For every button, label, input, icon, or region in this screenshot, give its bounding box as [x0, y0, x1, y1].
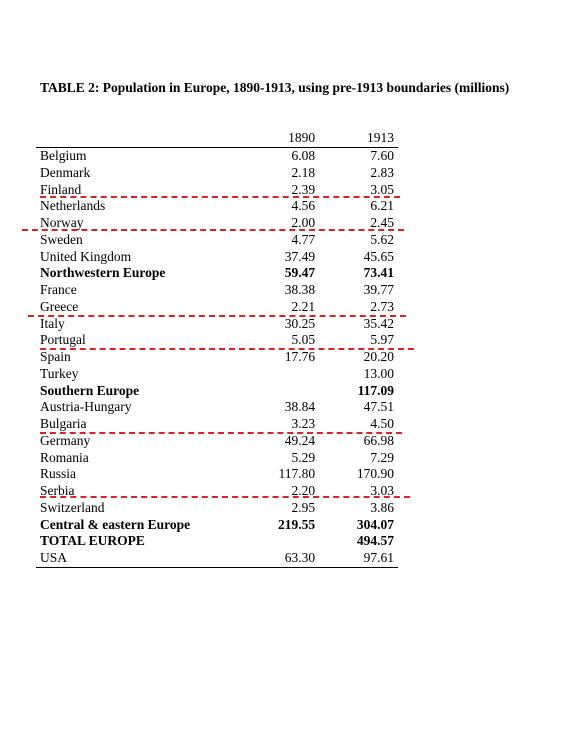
row-label: Germany [40, 432, 91, 448]
row-value-1913: 39.77 [363, 282, 394, 298]
row-label: Finland [40, 181, 82, 197]
row-label: Greece [40, 298, 79, 314]
table-row [36, 265, 398, 282]
row-value-1913: 2.73 [370, 298, 394, 314]
row-label: TOTAL EUROPE [40, 533, 145, 549]
table-body [36, 147, 398, 567]
table-row [36, 449, 398, 466]
dashed-line-after-serbia [40, 496, 410, 498]
row-label: Switzerland [40, 499, 105, 515]
header-label [36, 130, 235, 147]
row-value-1890: 219.55 [278, 516, 316, 532]
row-value-1913: 6.21 [370, 198, 394, 214]
row-value-1890: 38.84 [284, 399, 316, 415]
row-value-1890: 2.00 [291, 215, 316, 231]
table-row [36, 416, 398, 433]
table-row [36, 282, 398, 299]
dashed-line-after-greece [28, 315, 406, 317]
row-label: Portugal [40, 332, 86, 348]
row-label: Italy [40, 315, 65, 331]
row-label: Serbia [40, 483, 75, 499]
row-value-1890: 4.56 [291, 198, 316, 214]
dashed-line-after-finland [40, 196, 400, 198]
row-label: Bulgaria [40, 416, 87, 432]
row-label: Sweden [40, 231, 83, 247]
row-value-1913: 7.60 [370, 148, 394, 164]
row-value-1890: 30.25 [284, 315, 316, 331]
row-label: Norway [40, 215, 84, 231]
row-label: Southern Europe [40, 382, 140, 398]
row-label: Russia [40, 466, 77, 482]
table-row [36, 232, 398, 249]
table-row [36, 248, 398, 265]
row-value-1913: 3.03 [370, 483, 394, 499]
row-value-1913: 45.65 [363, 248, 394, 264]
row-value-1913: 7.29 [370, 449, 394, 465]
row-value-1913: 5.62 [370, 231, 394, 247]
row-value-1890: 4.77 [291, 231, 316, 247]
table-row [36, 315, 398, 332]
row-value-1913: 3.86 [370, 499, 394, 515]
table-row [36, 147, 398, 164]
table-row [36, 299, 398, 316]
row-value-1890 [235, 533, 322, 550]
table-caption: TABLE 2: Population in Europe, 1890-1913, using pre-1913 boundaries (millions) [40, 80, 510, 95]
row-value-1890: 49.24 [284, 432, 316, 448]
row-value-1890: 2.39 [291, 181, 316, 197]
row-value-1890: 5.05 [291, 332, 316, 348]
row-label: Central & eastern Europe [40, 516, 191, 532]
row-value-1913: 304.07 [356, 516, 394, 532]
row-value-1890: 2.18 [291, 164, 316, 180]
row-value-1890: 2.21 [291, 298, 316, 314]
table-row [36, 433, 398, 450]
row-value-1890: 6.08 [291, 148, 316, 164]
row-value-1913: 47.51 [363, 399, 394, 415]
table-row [36, 533, 398, 550]
row-label: Belgium [40, 148, 87, 164]
row-label: Netherlands [40, 198, 106, 214]
row-label: Denmark [40, 164, 91, 180]
row-value-1890: 38.38 [284, 282, 316, 298]
row-label: Turkey [40, 365, 79, 381]
row-value-1913: 20.20 [363, 349, 394, 365]
table-header-row [36, 130, 398, 147]
row-value-1890: 17.76 [284, 349, 316, 365]
table-row [36, 349, 398, 366]
table-row [36, 198, 398, 215]
table-row [36, 399, 398, 416]
row-value-1913: 35.42 [363, 315, 394, 331]
row-value-1913: 66.98 [363, 432, 394, 448]
table-row [36, 516, 398, 533]
row-value-1890: 2.95 [291, 499, 316, 515]
row-value-1913: 5.97 [370, 332, 394, 348]
table-row [36, 466, 398, 483]
row-value-1890 [235, 366, 322, 383]
row-value-1890: 63.30 [235, 550, 322, 567]
header-1913: 1913 [321, 130, 398, 147]
row-value-1890: 5.29 [291, 449, 316, 465]
row-label: Austria-Hungary [40, 399, 132, 415]
dashed-line-after-portugal [40, 348, 414, 350]
row-value-1913: 13.00 [363, 365, 394, 381]
row-value-1890 [235, 382, 322, 399]
row-value-1913: 117.09 [357, 382, 394, 398]
row-label: France [40, 282, 77, 298]
row-value-1913: 4.50 [370, 416, 394, 432]
dashed-line-after-bulgaria [40, 432, 402, 434]
row-label: United Kingdom [40, 248, 132, 264]
row-value-1913: 97.61 [321, 550, 398, 567]
row-value-1890: 2.20 [291, 483, 316, 499]
row-label: Spain [40, 349, 71, 365]
row-label: Romania [40, 449, 89, 465]
row-value-1913: 2.83 [370, 164, 394, 180]
row-label: USA [36, 550, 235, 567]
row-value-1913: 170.90 [356, 466, 394, 482]
table-row [36, 366, 398, 383]
table-row [36, 550, 398, 567]
row-value-1913: 3.05 [370, 181, 394, 197]
table-row [36, 165, 398, 182]
row-value-1913: 494.57 [356, 533, 394, 549]
table-row [36, 332, 398, 349]
row-value-1913: 2.45 [370, 215, 394, 231]
row-value-1890: 59.47 [284, 265, 316, 281]
dashed-line-after-norway [22, 229, 404, 231]
row-value-1890: 117.80 [278, 466, 316, 482]
row-value-1890: 37.49 [284, 248, 316, 264]
row-value-1913: 73.41 [363, 265, 394, 281]
row-label: Northwestern Europe [40, 265, 166, 281]
table-row [36, 500, 398, 517]
table-row [36, 382, 398, 399]
row-value-1890: 3.23 [291, 416, 316, 432]
header-1890: 1890 [235, 130, 322, 147]
